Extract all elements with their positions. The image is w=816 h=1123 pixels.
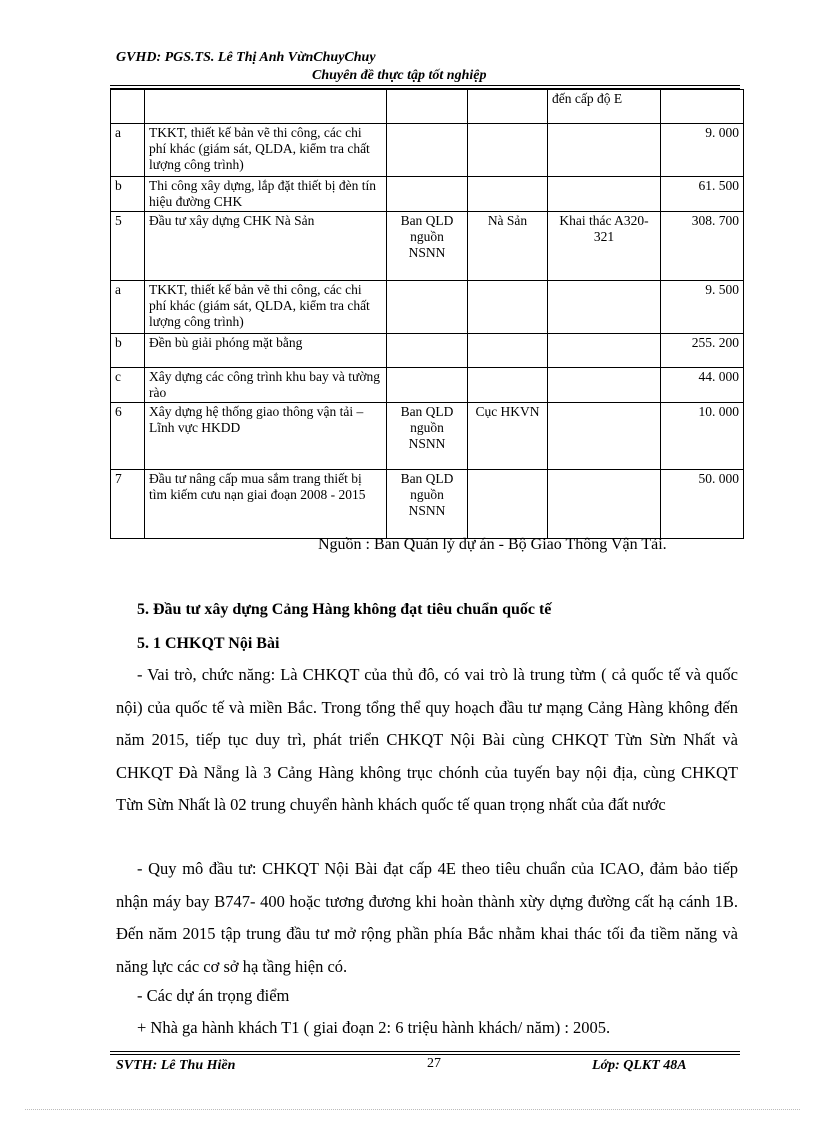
cell-item xyxy=(145,90,387,124)
header-rule xyxy=(110,85,740,86)
table-row xyxy=(111,281,744,334)
paragraph-role xyxy=(116,659,738,822)
table-row xyxy=(111,124,744,177)
paragraph-scale-text: - Quy mô đầu tư: CHKQT Nội Bài đạt cấp 4E theo tiêu chuẩn của ICAO, đảm bảo tiếp nhận máy bay B747- 400 hoặc tương đương khi hoàn thành xừy dựng đường cất hạ cánh 1B. Đến năm 2015 tập trung đầu tư mở rộng phần phía Bắc nhằm khai thác tối đa tiềm năng và năng lực các cơ sở hạ tầng hiện có. xyxy=(116,859,738,976)
cell-amount: 255. 200 xyxy=(661,334,744,368)
cell-owner: Ban QLD nguồn NSNN xyxy=(387,403,468,470)
cell-place xyxy=(468,281,548,334)
cell-amount: 308. 700 xyxy=(661,212,744,281)
table-row xyxy=(111,368,744,403)
cell-no xyxy=(111,90,145,124)
cell-owner xyxy=(387,281,468,334)
cell-place xyxy=(468,334,548,368)
table-row xyxy=(111,177,744,212)
cell-no: a xyxy=(111,281,145,334)
cell-no: 6 xyxy=(111,403,145,470)
cell-amount: 44. 000 xyxy=(661,368,744,403)
cell-place xyxy=(468,470,548,539)
cell-level xyxy=(548,470,661,539)
cell-amount xyxy=(661,90,744,124)
footer-rule-double xyxy=(110,1054,740,1055)
cell-no: 7 xyxy=(111,470,145,539)
cell-level xyxy=(548,177,661,212)
cell-owner: Ban QLD nguồn NSNN xyxy=(387,470,468,539)
cell-owner xyxy=(387,90,468,124)
section-heading: 5. Đầu tư xây dựng Cảng Hàng không đạt tiêu chuẩn quốc tế xyxy=(137,601,552,618)
cell-item: Đầu tư nâng cấp mua sắm trang thiết bị tìm kiếm cưu nạn giai đoạn 2008 - 2015 xyxy=(145,470,387,539)
header-subtitle: Chuyên đề thực tập tốt nghiệp xyxy=(312,68,487,83)
cell-owner xyxy=(387,124,468,177)
cell-place: Cục HKVN xyxy=(468,403,548,470)
cell-item: Thi công xây dựng, lắp đặt thiết bị đèn tín hiệu đường CHK xyxy=(145,177,387,212)
paragraph-role-text: - Vai trò, chức năng: Là CHKQT của thủ đô, có vai trò là trung từm ( cả quốc tế và quốc nội) của quốc tế và miền Bắc. Trong tổng thể quy hoạch đầu tư mạng Cảng Hàng không đến năm 2015, tiếp tục duy trì, phát triển CHKQT Nội Bài cùng CHKQT Từn Sừn Nhất và CHKQT Đà Nẵng là 3 Cảng Hàng không trục chónh của tuyến bay nội địa, cùng CHKQT Từn Sừn Nhất là 02 trung chuyển hành khách quốc tế quan trọng nhất của đất nước xyxy=(116,665,738,814)
cell-no: b xyxy=(111,177,145,212)
table-row xyxy=(111,470,744,539)
cell-owner xyxy=(387,334,468,368)
cell-item: Xây dựng hệ thống giao thông vận tải – Lĩnh vực HKDD xyxy=(145,403,387,470)
cell-owner xyxy=(387,177,468,212)
key-projects-line: - Các dự án trọng điểm xyxy=(137,986,290,1005)
cell-amount: 50. 000 xyxy=(661,470,744,539)
cell-place xyxy=(468,90,548,124)
cell-place: Nà Sản xyxy=(468,212,548,281)
cell-amount: 61. 500 xyxy=(661,177,744,212)
table-row xyxy=(111,334,744,368)
cell-level: Khai thác A320- 321 xyxy=(548,212,661,281)
cell-owner xyxy=(387,368,468,403)
footer-class: Lớp: QLKT 48A xyxy=(592,1058,687,1073)
cell-item: Xây dựng các công trình khu bay và tường rào xyxy=(145,368,387,403)
table-row xyxy=(111,90,744,124)
cell-item: TKKT, thiết kế bản vẽ thi công, các chi phí khác (giám sát, QLDA, kiểm tra chất lượng công trình) xyxy=(145,124,387,177)
cell-level xyxy=(548,403,661,470)
cell-no: 5 xyxy=(111,212,145,281)
page-number: 27 xyxy=(427,1056,441,1071)
cell-item: TKKT, thiết kế bản vẽ thi công, các chi phí khác (giám sát, QLDA, kiểm tra chất lượng công trình) xyxy=(145,281,387,334)
table-source-note: Nguồn : Ban Quản lý dự án - Bộ Giao Thông Vận Tải. xyxy=(318,536,667,553)
terminal-t1-line: + Nhà ga hành khách T1 ( giai đoạn 2: 6 triệu hành khách/ năm) : 2005. xyxy=(137,1018,611,1037)
cell-amount: 10. 000 xyxy=(661,403,744,470)
table-row xyxy=(111,403,744,470)
cell-level xyxy=(548,368,661,403)
subsection-heading: 5. 1 CHKQT Nội Bài xyxy=(137,635,280,652)
cell-item: Đền bù giải phóng mặt bằng xyxy=(145,334,387,368)
footer-rule xyxy=(110,1051,740,1052)
cell-item: Đầu tư xây dựng CHK Nà Sản xyxy=(145,212,387,281)
footer-student: SVTH: Lê Thu Hiền xyxy=(116,1058,236,1073)
table-row xyxy=(111,212,744,281)
paragraph-scale xyxy=(116,853,738,983)
cell-amount: 9. 500 xyxy=(661,281,744,334)
cell-place xyxy=(468,368,548,403)
cell-no: c xyxy=(111,368,145,403)
cell-level: đến cấp độ E xyxy=(548,90,661,124)
cell-place xyxy=(468,177,548,212)
cell-level xyxy=(548,334,661,368)
cell-level xyxy=(548,124,661,177)
cell-amount: 9. 000 xyxy=(661,124,744,177)
cell-no: a xyxy=(111,124,145,177)
cell-no: b xyxy=(111,334,145,368)
cell-level xyxy=(548,281,661,334)
investment-table xyxy=(110,89,744,539)
page-bottom-divider xyxy=(25,1109,800,1110)
cell-owner: Ban QLD nguồn NSNN xyxy=(387,212,468,281)
header-advisor: GVHD: PGS.TS. Lê Thị Anh VừnChuyChuy xyxy=(116,50,376,65)
cell-place xyxy=(468,124,548,177)
